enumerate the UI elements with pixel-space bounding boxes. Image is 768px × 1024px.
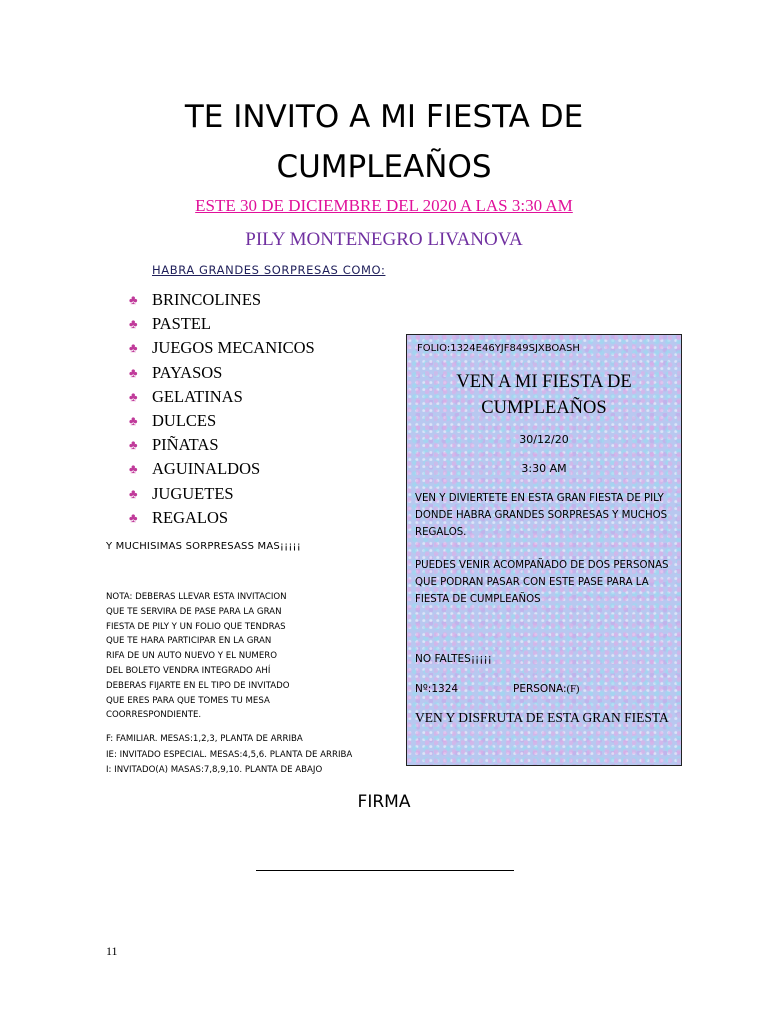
invitation-title bbox=[0, 92, 768, 192]
ticket-number-row bbox=[415, 683, 677, 695]
host-name: PILY MONTENEGRO LIVANOVA bbox=[245, 229, 523, 250]
club-icon: ♣ bbox=[129, 485, 138, 501]
ticket-number: Nº:1324 bbox=[415, 683, 459, 695]
persona-label: PERSONA: bbox=[513, 683, 567, 695]
more-surprises-text: Y MUCHISIMAS SORPRESASS MAS¡¡¡¡¡ bbox=[106, 541, 301, 552]
card-title bbox=[407, 369, 681, 421]
card-date: 30/12/20 bbox=[519, 433, 569, 446]
guest-type-legend bbox=[106, 732, 352, 779]
list-item bbox=[129, 336, 315, 360]
persona-value: (F) bbox=[566, 684, 580, 695]
list-item-label: AGUINALDOS bbox=[152, 459, 261, 479]
list-item bbox=[129, 312, 315, 336]
signature-label: FIRMA bbox=[357, 792, 411, 812]
club-icon: ♣ bbox=[129, 340, 138, 356]
note-line: DEL BOLETO VENDRA INTEGRADO AHÍ bbox=[106, 665, 271, 676]
page-number: 11 bbox=[106, 944, 118, 958]
list-item bbox=[129, 506, 315, 530]
card-title-line-1: VEN A MI FIESTA DE bbox=[456, 372, 632, 392]
invitation-pass-card bbox=[406, 334, 682, 766]
list-item-label: PASTEL bbox=[152, 314, 211, 334]
club-icon: ♣ bbox=[129, 364, 138, 380]
no-faltes-text: NO FALTES¡¡¡¡¡ bbox=[415, 653, 492, 665]
note-line: RIFA DE UN AUTO NUEVO Y EL NUMERO bbox=[106, 651, 278, 662]
list-item bbox=[129, 482, 315, 506]
list-item bbox=[129, 433, 315, 457]
note-line: QUE TE SERVIRA DE PASE PARA LA GRAN bbox=[106, 606, 282, 617]
list-item-label: PIÑATAS bbox=[152, 435, 219, 455]
card-paragraph-1: VEN Y DIVIERTETE EN ESTA GRAN FIESTA DE PILY DONDE HABRA GRANDES SORPRESAS Y MUCHOS REGALOS. bbox=[415, 493, 668, 538]
card-paragraph-2: PUEDES VENIR ACOMPAÑADO DE DOS PERSONAS QUE PODRAN PASAR CON ESTE PASE PARA LA FIESTA DE CUMPLEAÑOS bbox=[415, 560, 669, 605]
club-icon: ♣ bbox=[129, 509, 138, 525]
list-item bbox=[129, 409, 315, 433]
list-item-label: BRINCOLINES bbox=[152, 290, 262, 310]
note-line: COORRESPONDIENTE. bbox=[106, 710, 202, 721]
list-item-label: REGALOS bbox=[152, 507, 229, 527]
signature-line bbox=[256, 870, 514, 871]
title-line-1: TE INVITO A MI FIESTA DE bbox=[184, 99, 584, 135]
list-item-label: PAYASOS bbox=[152, 362, 223, 382]
list-item-label: JUEGOS MECANICOS bbox=[152, 338, 315, 358]
folio-code: FOLIO:1324E46YJF849SJXBOASH bbox=[417, 343, 580, 354]
surprises-list bbox=[129, 288, 315, 530]
note-line: DEBERAS FIJARTE EN EL TIPO DE INVITADO bbox=[106, 680, 290, 691]
note-block bbox=[106, 590, 366, 723]
club-icon: ♣ bbox=[129, 388, 138, 404]
card-title-line-2: CUMPLEAÑOS bbox=[481, 398, 607, 418]
club-icon: ♣ bbox=[129, 292, 138, 308]
list-item bbox=[129, 361, 315, 385]
legend-line: I: INVITADO(A) MASAS:7,8,9,10. PLANTA DE ABAJO bbox=[106, 765, 323, 775]
list-item-label: DULCES bbox=[152, 411, 217, 431]
note-line: FIESTA DE PILY Y UN FOLIO QUE TENDRAS bbox=[106, 621, 286, 632]
list-item bbox=[129, 385, 315, 409]
list-item bbox=[129, 457, 315, 481]
card-footer-text: VEN Y DISFRUTA DE ESTA GRAN FIESTA bbox=[415, 710, 669, 725]
list-item-label: JUGUETES bbox=[152, 483, 234, 503]
card-time: 3:30 AM bbox=[521, 462, 567, 475]
list-item-label: GELATINAS bbox=[152, 386, 243, 406]
list-item bbox=[129, 288, 315, 312]
legend-line: IE: INVITADO ESPECIAL. MESAS:4,5,6. PLANTA DE ARRIBA bbox=[106, 749, 353, 760]
event-date-line: ESTE 30 DE DICIEMBRE DEL 2020 A LAS 3:30 AM bbox=[195, 196, 573, 215]
surprises-heading: HABRA GRANDES SORPRESAS COMO: bbox=[152, 263, 386, 277]
title-line-2: CUMPLEAÑOS bbox=[276, 149, 492, 185]
club-icon: ♣ bbox=[129, 437, 138, 453]
note-line: QUE ERES PARA QUE TOMES TU MESA bbox=[106, 695, 270, 706]
note-line: QUE TE HARA PARTICIPAR EN LA GRAN bbox=[106, 636, 272, 647]
club-icon: ♣ bbox=[129, 461, 138, 477]
persona-type bbox=[513, 683, 579, 695]
club-icon: ♣ bbox=[129, 413, 138, 429]
note-line: NOTA: DEBERAS LLEVAR ESTA INVITACION bbox=[106, 592, 287, 602]
club-icon: ♣ bbox=[129, 316, 138, 332]
legend-line: F: FAMILIAR. MESAS:1,2,3, PLANTA DE ARRIBA bbox=[106, 734, 303, 744]
